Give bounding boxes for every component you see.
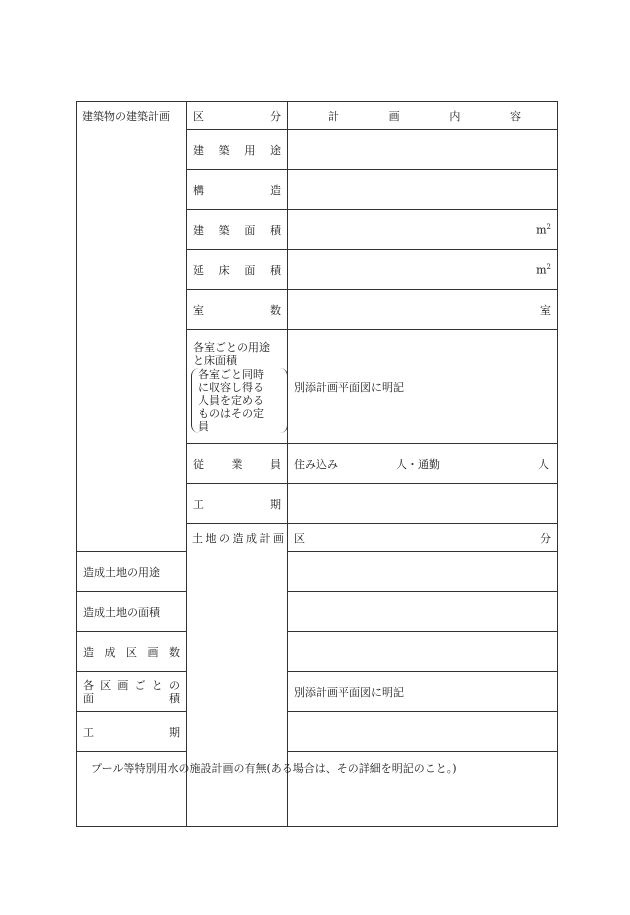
- land-header-label: 区 分: [294, 531, 551, 545]
- land-row-use: [77, 552, 558, 592]
- pool-row: [77, 752, 558, 827]
- building-header-label-cell: [187, 102, 288, 130]
- value-employees[interactable]: [288, 444, 558, 484]
- land-row-period: [77, 712, 558, 752]
- value-total-floor-area[interactable]: [288, 250, 558, 290]
- value-structure[interactable]: [288, 170, 558, 210]
- live-in-label: 住み込み: [294, 457, 338, 471]
- label-construction-period: 工 期: [193, 497, 281, 511]
- building-header-content-cell: [288, 102, 558, 130]
- value-land-period[interactable]: [288, 712, 558, 752]
- value-building-use[interactable]: [288, 130, 558, 170]
- building-header-label: 区 分: [193, 109, 281, 123]
- unit-room: 室: [540, 303, 551, 317]
- pool-plan-cell[interactable]: [77, 752, 558, 827]
- label-land-area: 造成土地の面積: [77, 592, 187, 632]
- value-land-use[interactable]: [288, 552, 558, 592]
- value-room-count[interactable]: [288, 290, 558, 330]
- commute-label: 人・通勤: [396, 457, 440, 471]
- label-building-area: 建 築 面 積: [193, 223, 281, 237]
- unit-square-meter: $m^2$: [536, 222, 551, 237]
- people-unit: 人: [538, 457, 549, 471]
- label-total-floor-area: 延 床 面 積: [193, 263, 281, 277]
- land-header-label-cell: [288, 524, 558, 552]
- land-row-area: [77, 592, 558, 632]
- land-row-lot-area: [77, 672, 558, 712]
- building-section-title: 建築物の建築計画: [82, 110, 170, 123]
- label-employees: 従 業 員: [193, 457, 281, 471]
- building-section-label: [77, 102, 187, 552]
- label-lot-area: 各 区 画 ご と の 面 積: [77, 672, 187, 712]
- value-building-area[interactable]: [288, 210, 558, 250]
- land-row-lots: [77, 632, 558, 672]
- label-lot-count: 造 成 区 画 数: [83, 645, 180, 659]
- label-room-usage: 各室ごとの用途 と床面積 各室ごと同時 に収容し得る 人員を定める ものはその定 員: [187, 330, 288, 444]
- value-construction-period[interactable]: [288, 484, 558, 524]
- label-building-use: 建 築 用 途: [193, 143, 281, 157]
- building-header-row: [77, 102, 558, 130]
- pool-plan-note: プール等特別用水の施設計画の有無(ある場合は、その詳細を明記のこと。): [91, 762, 457, 775]
- value-room-usage[interactable]: 別添計画平面図に明記: [288, 330, 558, 444]
- value-land-area[interactable]: [288, 592, 558, 632]
- land-section-title: 土 地 の 造 成 計 画: [192, 532, 284, 545]
- unit-square-meter: $m^2$: [536, 262, 551, 277]
- value-lot-count[interactable]: [288, 632, 558, 672]
- label-room-count: 室 数: [193, 303, 281, 317]
- building-header-content: 計 画 内 容: [328, 109, 521, 123]
- capacity-bracket-note: 各室ごと同時 に収容し得る 人員を定める ものはその定 員: [191, 368, 288, 433]
- value-lot-area[interactable]: 別添計画平面図に明記: [288, 672, 558, 712]
- label-land-use: 造成土地の用途: [77, 552, 187, 592]
- label-land-period: 工 期: [83, 725, 180, 739]
- plan-form-table: [76, 101, 558, 827]
- label-structure: 構 造: [193, 183, 281, 197]
